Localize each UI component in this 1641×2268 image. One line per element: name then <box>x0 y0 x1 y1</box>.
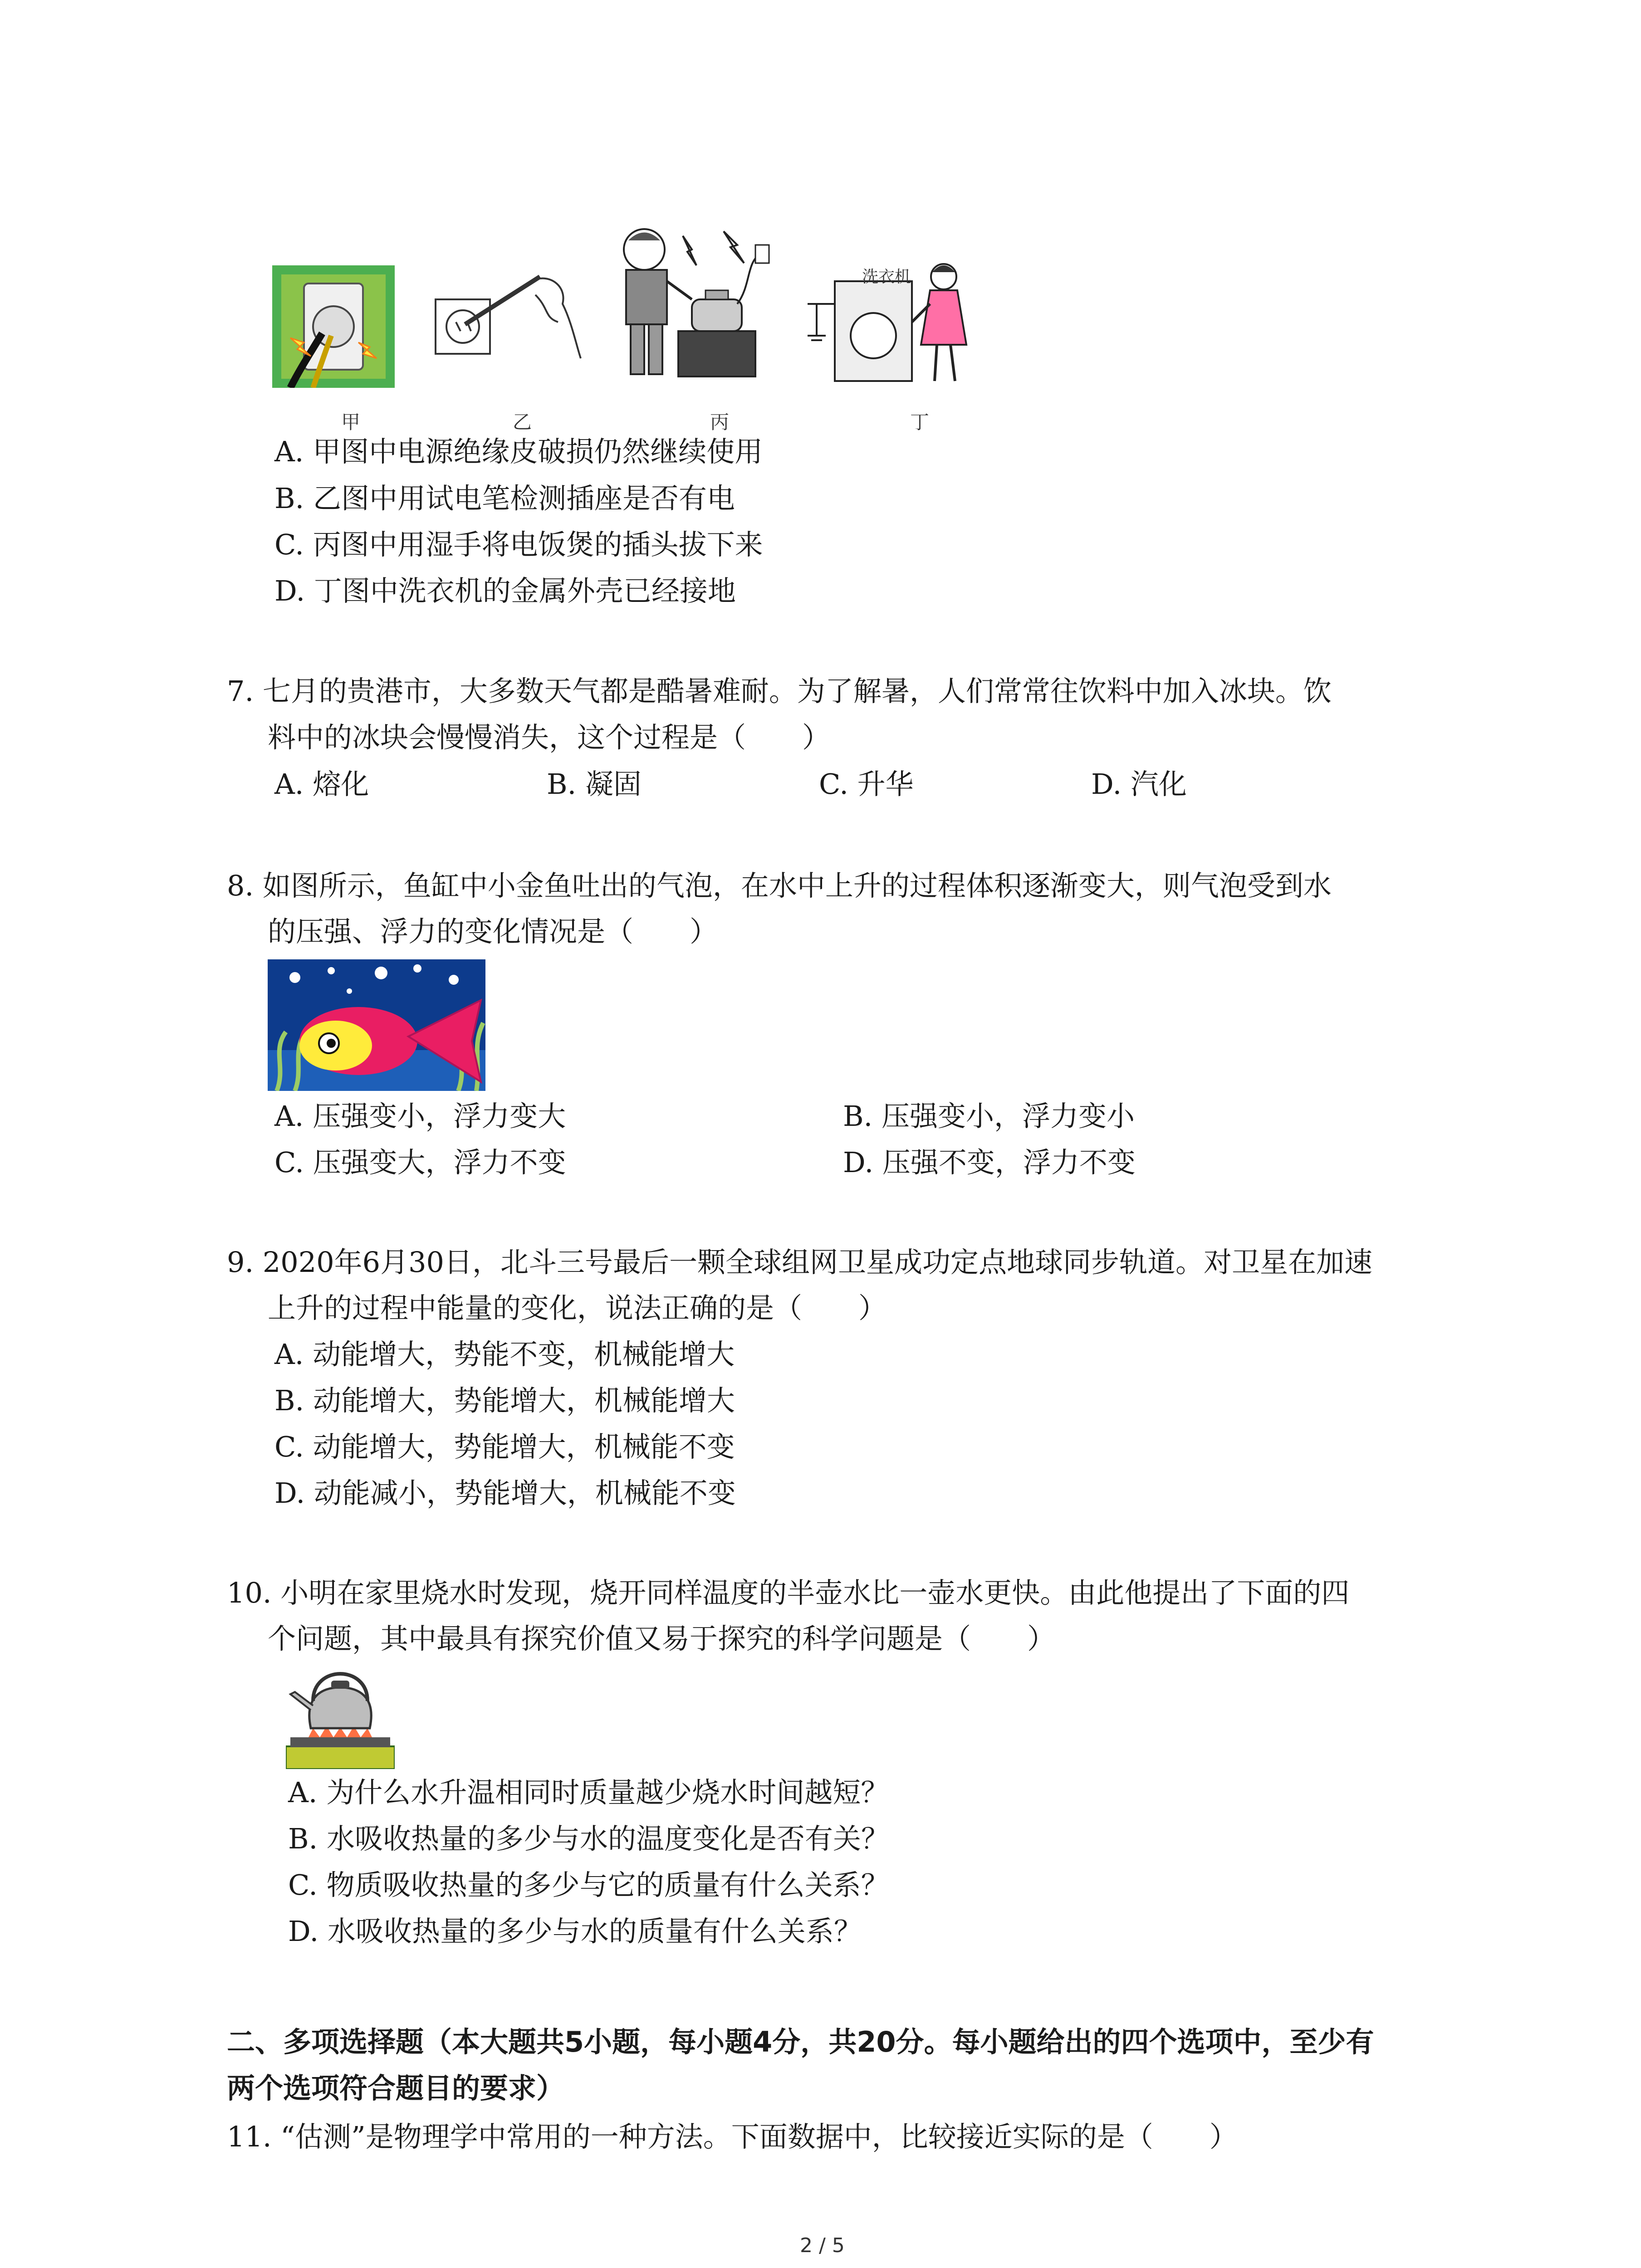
q6-option-c: C. 丙图中用湿手将电饭煲的插头拔下来 <box>274 528 763 561</box>
q9-option-d: D. 动能减小，势能增大，机械能不变 <box>274 1476 736 1510</box>
q10-stem-line1: 10. 小明在家里烧水时发现，烧开同样温度的半壶水比一壶水更快。由此他提出了下面的四 <box>227 1576 1350 1609</box>
q10-option-d: D. 水吸收热量的多少与水的质量有什么关系？ <box>288 1915 862 1948</box>
q8-option-a: A. 压强变小，浮力变大 <box>274 1100 566 1133</box>
q7-stem-line1: 7. 七月的贵港市，大多数天气都是酷暑难耐。为了解暑，人们常常往饮料中加入冰块。饮 <box>227 675 1332 708</box>
q6-option-b: B. 乙图中用试电笔检测插座是否有电 <box>274 482 735 515</box>
q9-option-c: C. 动能增大，势能增大，机械能不变 <box>274 1430 735 1463</box>
q7-stem-line2: 料中的冰块会慢慢消失，这个过程是（ ） <box>268 721 831 754</box>
q6-option-a: A. 甲图中电源绝缘皮破损仍然继续使用 <box>274 435 763 468</box>
q7-option-c: C. 升华 <box>819 767 914 801</box>
wet-hand-unplug-illustration <box>601 222 792 381</box>
q10-option-b: B. 水吸收热量的多少与水的温度变化是否有关？ <box>288 1822 889 1855</box>
kettle-illustration <box>286 1660 395 1769</box>
q9-stem-line1: 9. 2020年6月30日，北斗三号最后一颗全球组网卫星成功定点地球同步轨道。对卫星在加速 <box>227 1246 1372 1279</box>
q9-option-b: B. 动能增大，势能增大，机械能增大 <box>274 1384 735 1417</box>
page-number: 2 / 5 <box>800 2234 845 2257</box>
section2-heading-line1: 二、多项选择题（本大题共5小题，每小题4分，共20分。每小题给出的四个选项中，至少有 <box>227 2025 1374 2058</box>
damaged-plug-illustration <box>272 265 395 388</box>
q6-option-d: D. 丁图中洗衣机的金属外壳已经接地 <box>274 574 736 607</box>
section2-heading-line2: 两个选项符合题目的要求） <box>227 2072 565 2105</box>
q8-stem-line1: 8. 如图所示，鱼缸中小金鱼吐出的气泡，在水中上升的过程体积逐渐变大，则气泡受到水 <box>227 869 1332 902</box>
q9-stem-line2: 上升的过程中能量的变化，说法正确的是（ ） <box>268 1291 887 1325</box>
q8-option-c: C. 压强变大，浮力不变 <box>274 1146 566 1179</box>
q10-option-a: A. 为什么水升温相同时质量越少烧水时间越短？ <box>288 1776 889 1809</box>
q8-option-d: D. 压强不变，浮力不变 <box>843 1146 1136 1179</box>
caption-bing: 丙 <box>710 411 730 433</box>
q10-stem-line2: 个问题，其中最具有探究价值又易于探究的科学问题是（ ） <box>268 1622 1056 1655</box>
test-pen-illustration <box>431 268 585 363</box>
q7-option-a: A. 熔化 <box>274 767 369 801</box>
q8-option-b: B. 压强变小，浮力变小 <box>843 1100 1135 1133</box>
q7-option-b: B. 凝固 <box>547 767 642 801</box>
caption-yi: 乙 <box>513 411 532 433</box>
q9-option-a: A. 动能增大，势能不变，机械能增大 <box>274 1338 735 1371</box>
washer-label: 洗衣机 <box>862 268 911 286</box>
q10-option-c: C. 物质吸收热量的多少与它的质量有什么关系？ <box>288 1868 889 1901</box>
caption-ding: 丁 <box>910 411 930 433</box>
caption-jia: 甲 <box>341 411 361 433</box>
q8-stem-line2: 的压强、浮力的变化情况是（ ） <box>268 915 718 948</box>
q7-option-d: D. 汽化 <box>1091 767 1187 801</box>
goldfish-illustration <box>268 959 485 1091</box>
q11-stem-line1: 11. “估测”是物理学中常用的一种方法。下面数据中，比较接近实际的是（ ） <box>227 2120 1238 2153</box>
